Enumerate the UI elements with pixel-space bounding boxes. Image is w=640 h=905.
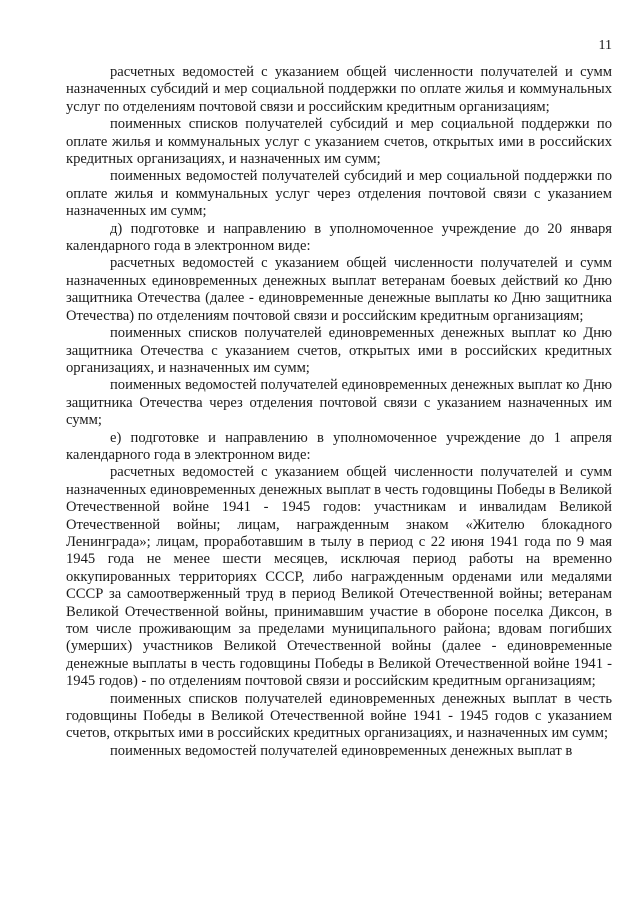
paragraph: поименных списков получателей субсидий и мер социальной поддержки по оплате жилья и коммунальных услуг с указанием счетов, открытых ими в российских кредитных организациях, и назначенных им сумм;	[66, 116, 612, 168]
paragraph: поименных ведомостей получателей единовременных денежных выплат в	[110, 742, 573, 759]
paragraph: поименных списков получателей единовременных денежных выплат ко Дню защитника Отечества с указанием счетов, открытых ими в российских кредитных организациях, и назначенных им сумм;	[66, 325, 612, 376]
paragraph: расчетных ведомостей с указанием общей численности получателей и сумм назначенных единовременных денежных выплат ветеранам боевых действий ко Дню защитника Отечества (далее - единовременные денежные выплаты ко Дню защитника Отечества) по отделениям почтовой связи и российским кредитным организациям;	[66, 255, 612, 324]
paragraph: расчетных ведомостей с указанием общей численности получателей и сумм назначенных субсидий и мер социальной поддержки по оплате жилья и коммунальных услуг по отделениям почтовой связи и российским кредитным организациям;	[66, 64, 612, 115]
paragraph: поименных ведомостей получателей единовременных денежных выплат ко Дню защитника Отечества через отделения почтовой связи с указанием назначенных им сумм;	[66, 377, 612, 429]
paragraph: поименных ведомостей получателей субсидий и мер социальной поддержки по оплате жилья и коммунальных услуг через отделения почтовой связи с указанием назначенных им сумм;	[66, 168, 612, 220]
paragraph: е) подготовке и направлению в уполномоченное учреждение до 1 апреля календарного года в электронном виде:	[66, 429, 612, 463]
paragraph: поименных списков получателей единовременных денежных выплат в честь годовщины Победы в Великой Отечественной войне 1941 - 1945 годов с указанием счетов, открытых ими в российских кредитных организациях, и назначенных им сумм;	[66, 690, 612, 742]
document-body	[66, 64, 612, 760]
page-number: 11	[598, 38, 612, 53]
paragraph: расчетных ведомостей с указанием общей численности получателей и сумм назначенных единовременных денежных выплат в честь годовщины Победы в Великой Отечественной войне 1941 - 1945 годов: участникам и инвалидам Великой Отечественной войны; лицам, награжденным знаком «Жителю блокадного Ленинграда»; лицам, проработавшим в тылу в период с 22 июня 1941 года по 9 мая 1945 года не менее шести месяцев, исключая период работы на временно оккупированных территориях СССР, либо награжденным орденами или медалями СССР за самоотверженный труд в период Великой Отечественной войны; ветеранам Великой Отечественной войны, принимавшим участие в обороне поселка Диксон, в том числе проживающим за пределами муниципального района; вдовам погибших (умерших) участников Великой Отечественной войны (далее - единовременные денежные выплаты в честь годовщины Победы в Великой Отечественной войне 1941 - 1945 годов) - по отделениям почтовой связи и российским кредитным организациям;	[66, 464, 612, 690]
paragraph: д) подготовке и направлению в уполномоченное учреждение до 20 января календарного года в электронном виде:	[66, 220, 612, 255]
